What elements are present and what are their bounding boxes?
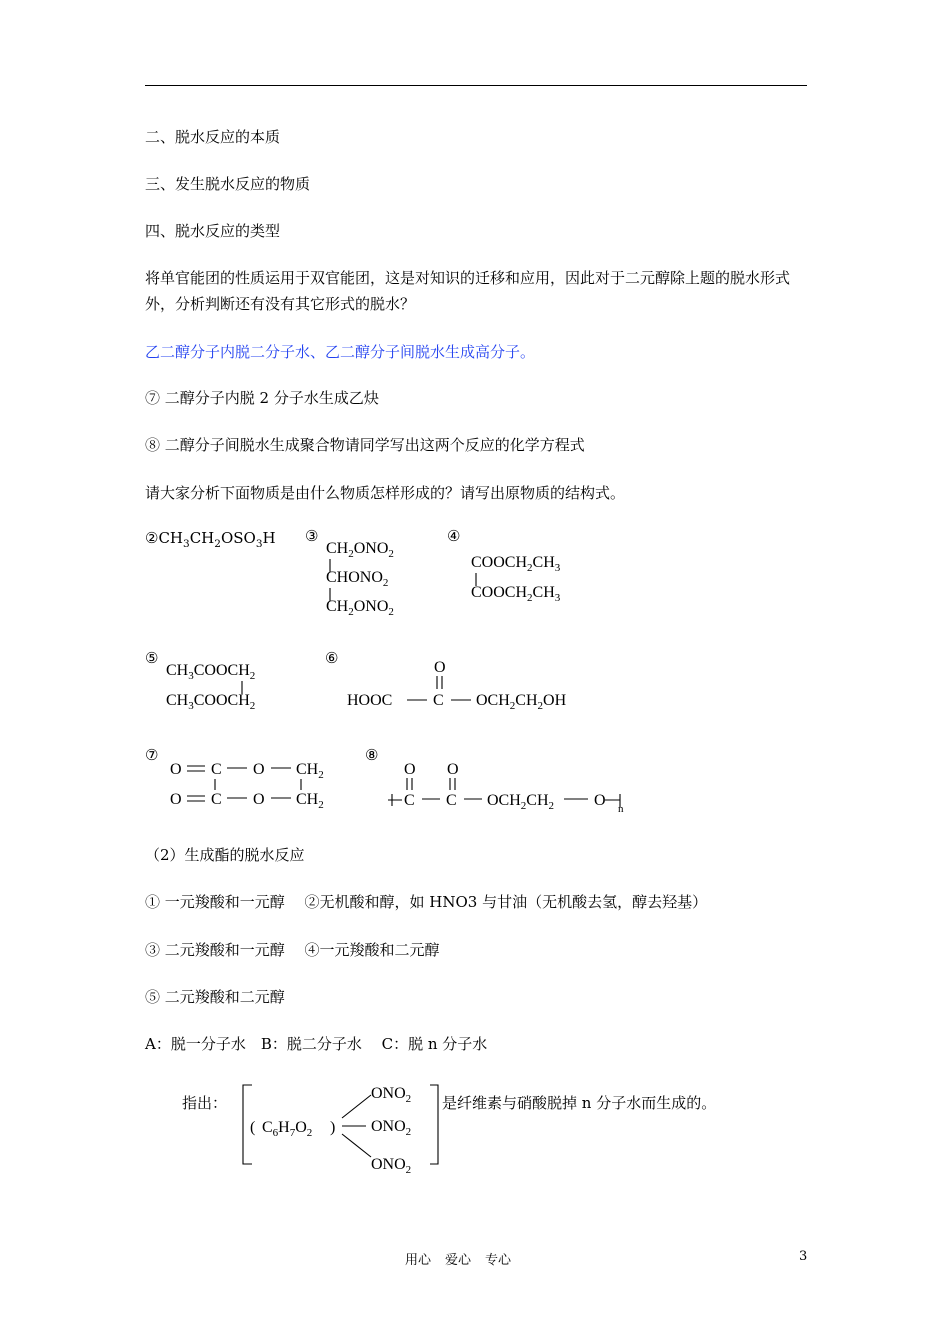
cellulose-bond-bottom xyxy=(342,1134,371,1157)
footer-item-1: 用心 xyxy=(405,1253,432,1268)
s8-end-o: O xyxy=(594,792,606,809)
ester-line-3: ⑤ 二元羧酸和二元醇 xyxy=(145,988,285,1006)
cellulose-group-3: $ONO_2$ xyxy=(371,1156,412,1176)
cellulose-group-1: $ONO_2$ xyxy=(371,1085,412,1105)
s8-n: n xyxy=(618,803,624,815)
s8-c2: C xyxy=(446,792,457,809)
structure-7-marker: ⑦ xyxy=(145,746,159,764)
cellulose-paren-close: ) xyxy=(330,1119,336,1136)
intro-paragraph: 将单官能团的性质运用于双官能团，这是对知识的迁移和应用，因此对于二元醇除上题的脱水形式外，分析判断还有没有其它形式的脱水？ xyxy=(145,269,791,313)
s7-r2-o: O xyxy=(170,791,182,808)
structure-7 xyxy=(165,752,345,814)
item-7-text: ⑦ 二醇分子内脱 2 分子水生成乙炔 xyxy=(145,389,379,407)
s8-c1: C xyxy=(404,792,415,809)
footer-item-3: 专心 xyxy=(485,1253,512,1268)
structure-5 xyxy=(160,650,300,715)
s8-o1: O xyxy=(404,761,416,778)
abc-line: A：脱一分子水 B：脱二分子水 C：脱 n 分子水 xyxy=(145,1035,488,1053)
structure-4-marker: ④ xyxy=(447,527,461,545)
cellulose-bond-top xyxy=(342,1095,371,1118)
structure-3-marker: ③ xyxy=(305,527,319,545)
s8-open-bracket xyxy=(388,794,402,806)
s3-line-2: $CHONO_2$ xyxy=(326,569,389,589)
question-text: 请大家分析下面物质是由什么物质怎样形成的？请写出原物质的结构式。 xyxy=(145,484,626,502)
answer-text: 乙二醇分子内脱二分子水、乙二醇分子间脱水生成高分子。 xyxy=(145,343,536,361)
s6-center: C xyxy=(433,692,444,709)
ester-line-1: ① 一元羧酸和一元醇 ②无机酸和醇，如 HNO3 与甘油（无机酸去氢，醇去羟基） xyxy=(145,893,708,911)
cellulose-trail: 是纤维素与硝酸脱掉 n 分子水而生成的。 xyxy=(442,1094,717,1112)
s8-chain: $OCH_2CH_2$ xyxy=(487,792,555,812)
s8-o2: O xyxy=(447,761,459,778)
s5-line-1: $CH_3COOCH_2$ xyxy=(166,662,256,682)
structure-8-marker: ⑧ xyxy=(365,746,379,764)
item-8-text: ⑧ 二醇分子间脱水生成聚合物请同学写出这两个反应的化学方程式 xyxy=(145,436,585,454)
heading-2: 二、脱水反应的本质 xyxy=(145,128,281,146)
s7-r1-o2: O xyxy=(253,761,265,778)
s3-line-1: $CH_2ONO_2$ xyxy=(326,540,394,560)
footer-item-2: 爱心 xyxy=(445,1253,472,1268)
structure-2-formula: $CH_3CH_2OSO_3H$ xyxy=(158,529,276,550)
page-number: 3 xyxy=(799,1249,808,1264)
s4-line-2: $COOCH_2CH_3$ xyxy=(471,584,561,604)
cellulose-structure xyxy=(238,1080,448,1180)
cellulose-group-2: $ONO_2$ xyxy=(371,1118,412,1138)
heading-3: 三、发生脱水反应的物质 xyxy=(145,175,311,193)
cellulose-right-bracket xyxy=(430,1085,438,1164)
footer xyxy=(405,1249,525,1268)
s7-r1-c: C xyxy=(211,761,222,778)
cellulose-core: $C_6H_7O_2$ xyxy=(262,1119,313,1139)
s7-r2-c: C xyxy=(211,791,222,808)
structure-2-marker: ② xyxy=(145,529,159,547)
cellulose-paren-open: ( xyxy=(250,1119,256,1136)
s7-r2-ch2: $CH_2$ xyxy=(296,791,324,811)
s7-r2-o2: O xyxy=(253,791,265,808)
s7-r1-o: O xyxy=(170,761,182,778)
s6-right: $OCH_2CH_2OH$ xyxy=(476,692,567,712)
structure-8 xyxy=(380,752,640,814)
s3-line-3: $CH_2ONO_2$ xyxy=(326,598,394,618)
ester-line-2: ③ 二元羧酸和一元醇 ④一元羧酸和二元醇 xyxy=(145,941,440,959)
structure-5-marker: ⑤ xyxy=(145,649,159,667)
structure-3 xyxy=(320,532,430,622)
cellulose-lead: 指出： xyxy=(182,1094,228,1112)
s7-r1-ch2: $CH_2$ xyxy=(296,761,324,781)
structure-6-marker: ⑥ xyxy=(325,649,339,667)
ester-title: （2）生成酯的脱水反应 xyxy=(145,846,305,864)
s4-line-1: $COOCH_2CH_3$ xyxy=(471,554,561,574)
s5-line-2: $CH_3COOCH_2$ xyxy=(166,692,256,712)
header-rule xyxy=(145,85,807,86)
structure-6 xyxy=(343,650,603,715)
s6-top-o: O xyxy=(434,659,446,676)
s6-left: HOOC xyxy=(347,692,393,709)
structure-4 xyxy=(466,545,596,610)
structure-2 xyxy=(145,528,276,548)
heading-4: 四、脱水反应的类型 xyxy=(145,222,281,240)
